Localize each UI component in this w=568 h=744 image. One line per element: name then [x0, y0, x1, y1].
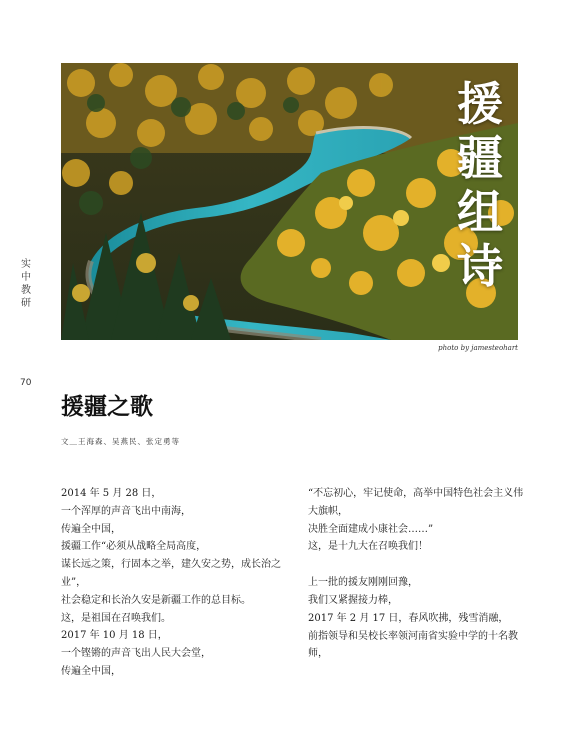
photo-title: 援疆组诗 — [457, 77, 503, 293]
stanza-gap — [308, 556, 528, 574]
poem-line: 这，是十九大在召唤我们！ — [308, 541, 428, 553]
poem-column-right — [308, 485, 528, 663]
poem-line: 2017 年 2 月 17 日，春风吹拂，残雪消融， — [308, 612, 509, 624]
poem-line: 前指领导和吴校长率领河南省实验中学的十名教师， — [308, 630, 518, 660]
poem-line: 决胜全面建成小康社会……” — [308, 523, 434, 535]
poem-line: “不忘初心，牢记使命，高举中国特色社会主义伟大旗帜， — [308, 488, 524, 517]
poem-line: 这，是祖国在召唤我们。 — [61, 612, 171, 624]
poem-column-left — [61, 485, 297, 681]
photo-credit: photo by jamesteohart — [438, 344, 518, 352]
page-number: 70 — [20, 378, 32, 388]
poem-line: 援疆工作“必须从战略全局高度， — [61, 541, 207, 553]
poem-line: 一个铿锵的声音飞出人民大会堂， — [61, 648, 211, 660]
poem-line: 传遍全中国， — [61, 665, 121, 677]
poem-line: 传遍全中国， — [61, 523, 121, 535]
river-forest-image — [61, 63, 518, 340]
poem-line: 我们又紧握接力棒， — [308, 594, 398, 606]
poem-line: 上一批的援友刚刚回豫， — [308, 577, 418, 589]
poem-line: 谋长远之策，行固本之举，建久安之势，成长治之业”， — [61, 559, 281, 588]
section-label: 实中教研 — [21, 259, 31, 309]
article-authors: 文＿王海森、吴燕民、张定勇等 — [61, 437, 180, 446]
poem-line: 社会稳定和长治久安是新疆工作的总目标。 — [61, 594, 251, 606]
article-headline: 援疆之歌 — [61, 393, 153, 420]
landscape-photo — [61, 63, 518, 340]
poem-line: 一个浑厚的声音飞出中南海， — [61, 505, 191, 517]
poem-line: 2014 年 5 月 28 日， — [61, 488, 162, 499]
poem-line: 2017 年 10 月 18 日， — [61, 630, 168, 642]
